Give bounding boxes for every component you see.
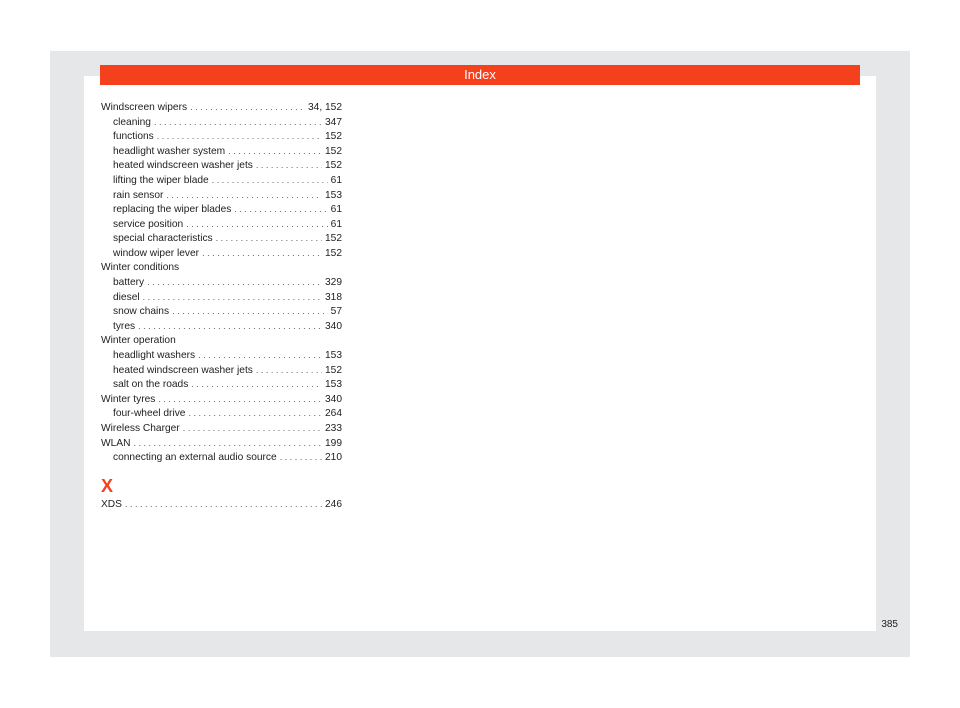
leader-dots [125, 497, 322, 512]
index-term: snow chains [113, 306, 170, 318]
leader-dots [212, 173, 328, 188]
index-pages: 233 [325, 423, 342, 435]
index-entry [101, 377, 342, 392]
page-number: 385 [881, 619, 898, 630]
index-entry [101, 304, 342, 319]
index-entry [101, 188, 342, 203]
leader-dots [216, 231, 322, 246]
leader-dots [172, 304, 328, 319]
index-entry [101, 217, 342, 232]
index-entry [101, 392, 342, 407]
index-term: battery [113, 277, 145, 289]
index-term: cleaning [113, 116, 151, 128]
leader-dots [280, 450, 322, 465]
index-term: special characteristics [113, 233, 213, 245]
index-pages: 318 [325, 291, 342, 303]
index-entry [101, 173, 342, 188]
index-term: Winter operation [101, 334, 176, 346]
leader-dots [166, 188, 322, 203]
index-pages: 340 [325, 393, 342, 405]
leader-dots [191, 377, 322, 392]
index-entry [101, 319, 342, 334]
index-pages: 152 [325, 233, 342, 245]
index-pages: 61 [330, 174, 342, 186]
index-pages: 210 [325, 452, 342, 464]
index-pages: 199 [325, 437, 342, 449]
leader-dots [256, 158, 322, 173]
index-pages: 152 [325, 364, 342, 376]
index-entry [101, 261, 342, 276]
index-term: Wireless Charger [101, 423, 180, 435]
index-term: Winter tyres [101, 393, 156, 405]
index-term: tyres [113, 320, 136, 332]
index-pages: 347 [325, 116, 342, 128]
index-entry [101, 290, 342, 305]
index-entry [101, 436, 342, 451]
index-term: functions [113, 131, 154, 143]
index-entry [101, 100, 342, 115]
index-term: XDS [101, 498, 122, 510]
index-pages: 152 [325, 247, 342, 259]
index-pages: 264 [325, 408, 342, 420]
index-entry [101, 363, 342, 378]
index-term: headlight washers [113, 350, 196, 362]
index-term: service position [113, 218, 184, 230]
leader-dots [198, 348, 322, 363]
index-entry [101, 231, 342, 246]
index-entry [101, 450, 342, 465]
leader-dots [188, 406, 322, 421]
index-entry [101, 246, 342, 261]
index-pages: 153 [325, 350, 342, 362]
leader-dots [190, 100, 305, 115]
index-term: four-wheel drive [113, 408, 186, 420]
index-entry [101, 115, 342, 130]
leader-dots [228, 144, 322, 159]
leader-dots [143, 290, 322, 305]
index-pages: 246 [325, 498, 342, 510]
index-term: Windscreen wipers [101, 102, 188, 113]
index-entry [101, 275, 342, 290]
index-entry [101, 421, 342, 436]
leader-dots [202, 246, 322, 261]
index-entry [101, 158, 342, 173]
index-pages: 340 [325, 320, 342, 332]
index-pages: 153 [325, 189, 342, 201]
index-term: lifting the wiper blade [113, 174, 209, 186]
header-title: Index [464, 67, 496, 82]
index-pages: 61 [330, 218, 342, 230]
leader-dots [157, 129, 322, 144]
index-term: window wiper lever [113, 247, 200, 259]
index-pages: 329 [325, 277, 342, 289]
index-entry [101, 144, 342, 159]
leader-dots [138, 319, 322, 334]
leader-dots [256, 363, 322, 378]
index-term: salt on the roads [113, 379, 189, 391]
index-entry [101, 406, 342, 421]
index-pages: 34, 152 [308, 102, 342, 113]
index-entry [101, 202, 342, 217]
index-pages: 152 [325, 131, 342, 143]
index-pages: 153 [325, 379, 342, 391]
index-entry [101, 348, 342, 363]
index-term: Winter conditions [101, 261, 180, 273]
index-term: heated windscreen washer jets [113, 364, 253, 376]
index-term: heated windscreen washer jets [113, 160, 253, 172]
leader-dots [147, 275, 322, 290]
leader-dots [133, 436, 322, 451]
index-term: connecting an external audio source [113, 452, 277, 464]
index-entry [101, 334, 342, 349]
leader-dots [158, 392, 322, 407]
index-column [101, 100, 342, 511]
leader-dots [154, 115, 322, 130]
index-list-w [101, 100, 342, 465]
index-entry [101, 129, 342, 144]
index-term: replacing the wiper blades [113, 204, 232, 216]
index-term: rain sensor [113, 189, 164, 201]
index-term: headlight washer system [113, 145, 226, 157]
index-entry [101, 497, 342, 512]
index-term: WLAN [101, 437, 131, 449]
section-letter-x: X [101, 475, 114, 496]
leader-dots [186, 217, 327, 232]
index-pages: 57 [330, 306, 342, 318]
index-term: diesel [113, 291, 140, 303]
index-pages: 152 [325, 160, 342, 172]
index-pages: 152 [325, 145, 342, 157]
index-pages: 61 [330, 204, 342, 216]
leader-dots [183, 421, 322, 436]
leader-dots [234, 202, 327, 217]
index-list-x [101, 497, 342, 512]
